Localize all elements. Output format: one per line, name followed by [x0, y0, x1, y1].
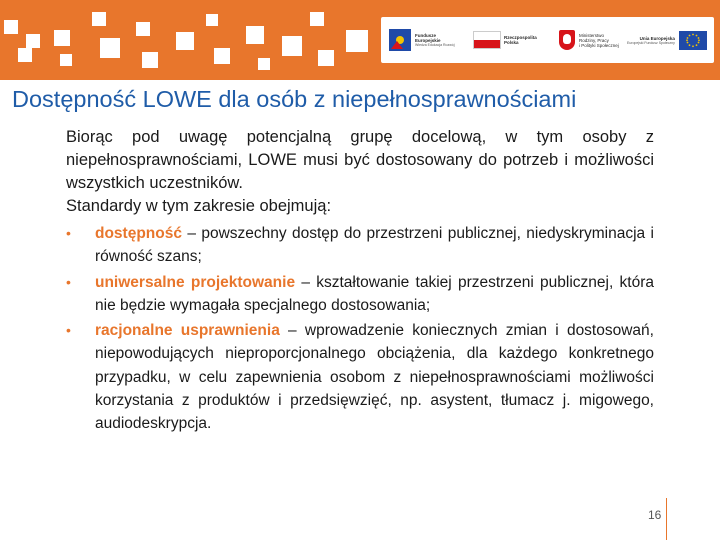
- decorative-square: [318, 50, 334, 66]
- page-number: 16: [648, 508, 662, 522]
- list-item: [66, 271, 654, 318]
- decorative-square: [92, 12, 106, 26]
- decorative-square: [142, 52, 158, 68]
- logo-bar: [381, 17, 714, 63]
- rzeczpospolita-polska-logo: Rzeczpospolita Polska: [473, 23, 537, 57]
- list-item: [66, 222, 654, 269]
- decorative-square: [258, 58, 270, 70]
- bullet-term: uniwersalne projektowanie: [95, 273, 296, 291]
- decorative-square: [246, 26, 264, 44]
- ministry-logo: Ministerstwo Rodziny, Pracy i Polityki Społecznej: [559, 23, 619, 57]
- decorative-square: [176, 32, 194, 50]
- polish-eagle-icon: [559, 30, 575, 50]
- bullet-text: – powszechny dostęp do przestrzeni publicznej, niedyskryminacja i równość szans;: [95, 225, 654, 266]
- decorative-square: [136, 22, 150, 36]
- decorative-square: [310, 12, 324, 26]
- standards-intro: Standardy w tym zakresie obejmują:: [66, 197, 332, 215]
- standards-list: [66, 222, 654, 436]
- decorative-square: [100, 38, 120, 58]
- decorative-square: [206, 14, 218, 26]
- bullet-term: racjonalne usprawnienia: [95, 322, 280, 340]
- bullet-icon: •: [66, 225, 71, 241]
- intro-paragraph: Biorąc pod uwagę potencjalną grupę docelową, w tym osoby z niepełnosprawnościami, LOWE musi być dostosowany do potrzeb i możliwości wszystkich uczestników.: [66, 128, 654, 192]
- bullet-icon: •: [66, 322, 71, 339]
- bullet-text: – wprowadzenie koniecznych zmian i dostosowań, niepowodujących nieproporcjonalnego obciążenia, dla każdego konkretnego przypadku, w celu zapewnienia osobom z niepełnosprawnościami możliwości korzystania z produktów i przedsięwzięć, np. asystent, tłumacz j. migowego, audiodeskrypcja.: [95, 322, 654, 433]
- bullet-term: dostępność: [95, 225, 182, 242]
- bullet-text: – kształtowanie takiej przestrzeni publicznej, która nie będzie wymagała specjalnego dostosowania;: [95, 273, 655, 314]
- polish-flag-icon: [473, 31, 501, 49]
- decorative-square: [26, 34, 40, 48]
- decorative-square: [4, 20, 18, 34]
- decorative-square: [60, 54, 72, 66]
- eu-flag-icon: [679, 31, 707, 50]
- fundusze-europejskie-logo: Fundusze Europejskie Wiedza Edukacja Rozwój: [389, 23, 455, 57]
- list-item: [66, 319, 654, 435]
- decorative-square: [214, 48, 230, 64]
- header-banner: [0, 0, 720, 80]
- decorative-square: [282, 36, 302, 56]
- decorative-square: [346, 30, 368, 52]
- fundusze-europejskie-icon: [389, 29, 411, 51]
- bullet-icon: •: [66, 273, 71, 290]
- page-title: Dostępność LOWE dla osób z niepełnosprawnościami: [12, 86, 577, 112]
- decorative-square: [18, 48, 32, 62]
- slide-body: [66, 126, 654, 438]
- decorative-square: [54, 30, 70, 46]
- page-number-divider: [666, 498, 667, 540]
- unia-europejska-logo: Unia Europejska Europejski Fundusz Społeczny: [627, 23, 707, 57]
